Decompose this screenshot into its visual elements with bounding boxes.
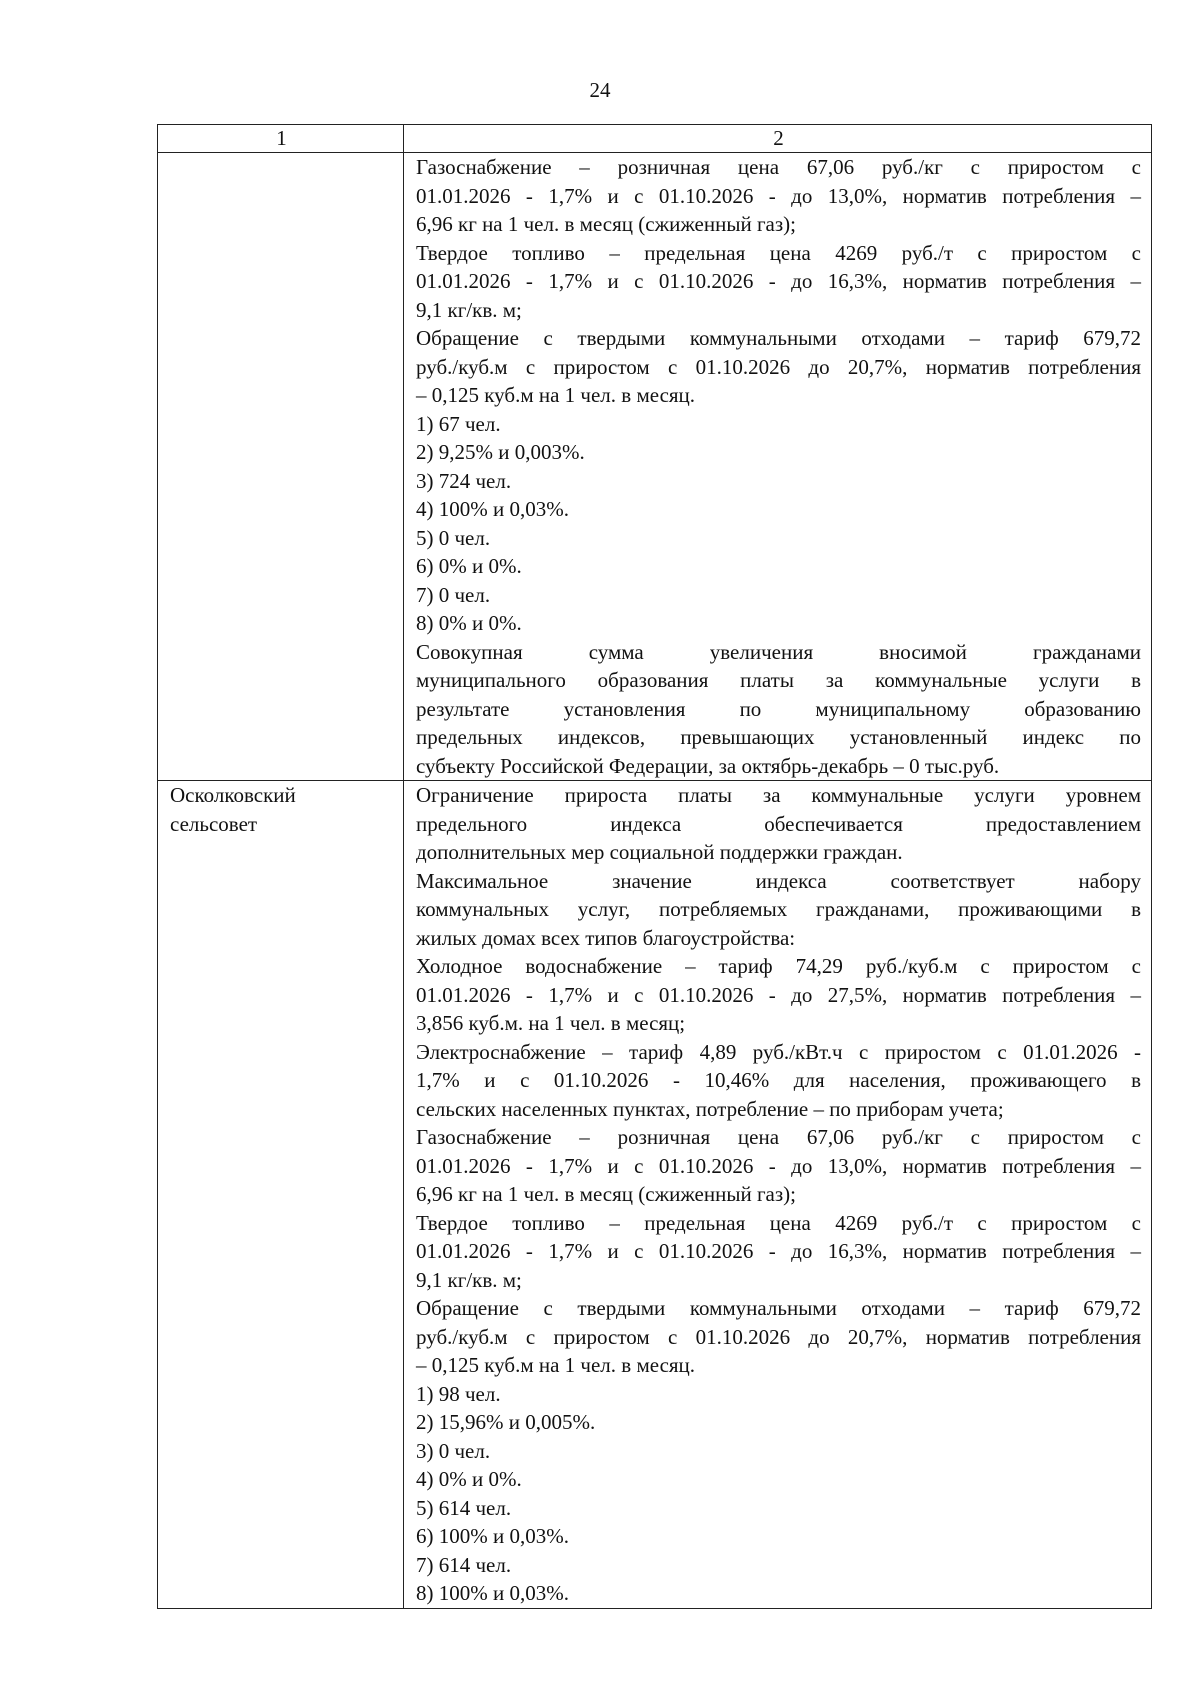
text-line: Ограничение прироста платы за коммунальные услуги уровнем (416, 783, 1141, 807)
text-line: руб./куб.м с приростом с 01.10.2026 до 20,7%, норматив потребления (416, 1324, 1141, 1349)
text-line: 8) 0% и 0%. (416, 611, 522, 635)
text-line: 3) 724 чел. (416, 468, 512, 493)
text-line: 01.01.2026 - 1,7% и с 01.10.2026 - до 16,3%, норматив потребления – (416, 269, 1141, 293)
text-line: 9,1 кг/кв. м; (416, 1267, 522, 1292)
text-line: руб./куб.м с приростом с 01.10.2026 до 20,7%, норматив потребления (416, 354, 1141, 379)
table-row (158, 781, 1152, 1609)
text-line: 1,7% и с 01.10.2026 - 10,46% для населения, проживающего в (416, 1068, 1141, 1092)
text-line: 5) 614 чел. (416, 1495, 512, 1520)
region-cell (158, 153, 404, 781)
text-line: 4) 0% и 0%. (416, 1467, 522, 1491)
text-line: Обращение с твердыми коммунальными отходами – тариф 679,72 (416, 326, 1141, 350)
text-line: предельного индекса обеспечивается предоставлением (416, 811, 1141, 836)
text-line: Обращение с твердыми коммунальными отходами – тариф 679,72 (416, 1296, 1141, 1320)
description-cell (404, 153, 1152, 781)
text-line: 1) 67 чел. (416, 411, 501, 436)
text-line: муниципального образования платы за коммунальные услуги в (416, 668, 1141, 692)
description-cell (404, 781, 1152, 1609)
text-line: Электроснабжение – тариф 4,89 руб./кВт.ч с приростом с 01.01.2026 - (416, 1039, 1141, 1064)
text-line: 7) 0 чел. (416, 582, 491, 607)
text-line: 9,1 кг/кв. м; (416, 297, 522, 322)
text-line: 1) 98 чел. (416, 1381, 501, 1406)
column-header-2: 2 (404, 125, 1152, 153)
text-line: Газоснабжение – розничная цена 67,06 руб./кг с приростом с (416, 1125, 1141, 1149)
column-header-1: 1 (158, 125, 404, 153)
text-line: Твердое топливо – предельная цена 4269 руб./т с приростом с (416, 240, 1141, 265)
table-body (158, 153, 1152, 1609)
text-line: 5) 0 чел. (416, 525, 491, 550)
text-line: 6) 0% и 0%. (416, 554, 522, 578)
text-line: 7) 614 чел. (416, 1552, 512, 1577)
text-line: сельских населенных пунктах, потребление – по приборам учета; (416, 1096, 1004, 1121)
page-number: 24 (589, 78, 611, 102)
text-line: Твердое топливо – предельная цена 4269 руб./т с приростом с (416, 1210, 1141, 1235)
text-line: Газоснабжение – розничная цена 67,06 руб./кг с приростом с (416, 155, 1141, 179)
text-line: дополнительных мер социальной поддержки граждан. (416, 840, 903, 864)
text-line: субъекту Российской Федерации, за октябрь-декабрь – 0 тыс.руб. (416, 753, 1000, 778)
text-line: Максимальное значение индекса соответствует набору (416, 868, 1141, 893)
region-name-line: сельсовет (170, 811, 258, 836)
text-line: предельных индексов, превышающих установленный индекс по (416, 725, 1141, 749)
text-line: Холодное водоснабжение – тариф 74,29 руб./куб.м с приростом с (416, 954, 1141, 978)
table-row (158, 153, 1152, 781)
text-line: 6,96 кг на 1 чел. в месяц (сжиженный газ); (416, 212, 796, 236)
region-cell (158, 781, 404, 1609)
text-line: 01.01.2026 - 1,7% и с 01.10.2026 - до 13,0%, норматив потребления – (416, 183, 1141, 208)
text-line: результате установления по муниципальному образованию (416, 696, 1141, 721)
tariff-table (157, 124, 1152, 1609)
text-line: 6,96 кг на 1 чел. в месяц (сжиженный газ); (416, 1182, 796, 1206)
text-line: 3,856 куб.м. на 1 чел. в месяц; (416, 1011, 686, 1035)
text-line: 3) 0 чел. (416, 1438, 491, 1463)
text-line: коммунальных услуг, потребляемых гражданами, проживающими в (416, 897, 1141, 921)
text-line: 4) 100% и 0,03%. (416, 497, 569, 521)
text-line: 2) 15,96% и 0,005%. (416, 1410, 596, 1434)
text-line: 6) 100% и 0,03%. (416, 1524, 569, 1548)
text-line: 01.01.2026 - 1,7% и с 01.10.2026 - до 13,0%, норматив потребления – (416, 1153, 1141, 1178)
text-line: – 0,125 куб.м на 1 чел. в месяц. (416, 383, 696, 407)
text-line: 01.01.2026 - 1,7% и с 01.10.2026 - до 16,3%, норматив потребления – (416, 1239, 1141, 1263)
region-name-line: Осколковский (170, 783, 296, 807)
text-line: 8) 100% и 0,03%. (416, 1581, 569, 1605)
text-line: Совокупная сумма увеличения вносимой гражданами (416, 639, 1141, 664)
text-line: 01.01.2026 - 1,7% и с 01.10.2026 - до 27,5%, норматив потребления – (416, 982, 1141, 1007)
table-header-row (158, 125, 1152, 153)
text-line: – 0,125 куб.м на 1 чел. в месяц. (416, 1353, 696, 1377)
text-line: жилых домах всех типов благоустройства: (416, 925, 796, 950)
text-line: 2) 9,25% и 0,003%. (416, 440, 585, 464)
